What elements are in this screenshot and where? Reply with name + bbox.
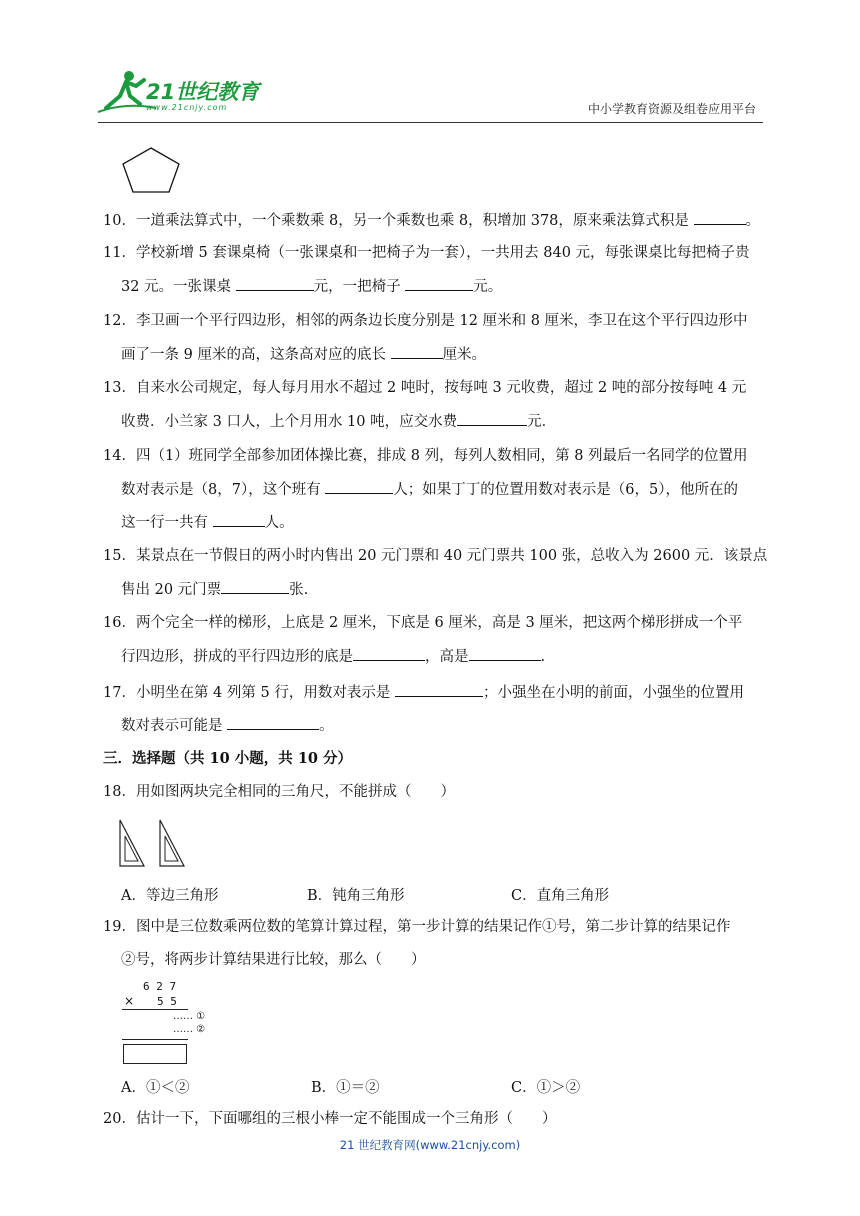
logo-text: 21世纪教育: [146, 80, 260, 104]
question-14-line-1: 14．四（1）班同学全部参加团体操比赛，排成 8 列，每列人数相同，第 8 列最后一名同学的位置用: [103, 448, 748, 464]
header-divider: [98, 122, 763, 123]
calc-line: [122, 1039, 188, 1040]
answer-blank[interactable]: [694, 210, 746, 225]
answer-blank[interactable]: [227, 715, 319, 730]
question-17-line-2: 数对表示可能是 。: [121, 715, 334, 736]
question-13-line-1: 13．自来水公司规定，每人每月用水不超过 2 吨时，按每吨 3 元收费，超过 2 吨的部分按每吨 4 元: [103, 380, 747, 396]
option-a[interactable]: A．等边三角形: [121, 888, 219, 904]
answer-blank[interactable]: [469, 646, 541, 661]
answer-blank[interactable]: [236, 276, 314, 291]
answer-blank[interactable]: [391, 344, 443, 359]
answer-blank[interactable]: [457, 411, 527, 426]
answer-blank[interactable]: [405, 276, 473, 291]
question-15-line-2: 售出 20 元门票 张.: [121, 579, 308, 600]
answer-blank[interactable]: [325, 479, 393, 494]
question-19-line-2: ②号，将两步计算结果进行比较，那么（ ）: [121, 952, 426, 968]
answer-blank[interactable]: [353, 646, 425, 661]
section-title: 三．选择题（共 10 小题，共 10 分）: [103, 750, 353, 767]
option-b[interactable]: B．①＝②: [311, 1080, 380, 1096]
multiplicand: 6 2 7: [143, 980, 177, 993]
pentagon-figure: [120, 146, 182, 194]
question-16-line-1: 16．两个完全一样的梯形，上底是 2 厘米，下底是 6 厘米，高是 3 厘米，把这两个梯形拼成一个平: [103, 615, 743, 631]
question-17-line-1: 17．小明坐在第 4 列第 5 行，用数对表示是 ；小强坐在小明的前面，小强坐的位置用: [103, 682, 744, 703]
step-2-label: …… ②: [173, 1024, 206, 1035]
answer-blank[interactable]: [221, 579, 289, 594]
multiplier: 5 5: [157, 995, 177, 1008]
question-19-line-1: 19．图中是三位数乘两位数的笔算计算过程，第一步计算的结果记作①号，第二步计算的结果记作: [103, 919, 731, 935]
option-a[interactable]: A．①＜②: [121, 1080, 190, 1096]
answer-blank[interactable]: [213, 512, 265, 527]
step-1-label: …… ①: [173, 1011, 206, 1022]
question-20: 20．估计一下，下面哪组的三根小棒一定不能围成一个三角形（ ）: [103, 1111, 557, 1127]
platform-name: 中小学教育资源及组卷应用平台: [587, 102, 756, 116]
question-12-line-1: 12．李卫画一个平行四边形，相邻的两条边长度分别是 12 厘米和 8 厘米，李卫在这个平行四边形中: [103, 313, 748, 329]
logo-url: www.21cnjy.com: [146, 103, 228, 112]
option-b[interactable]: B．钝角三角形: [307, 888, 405, 904]
option-c[interactable]: C．①＞②: [511, 1080, 581, 1096]
question-11-line-2: 32 元。一张课桌 元，一把椅子 元。: [121, 276, 502, 297]
option-c[interactable]: C．直角三角形: [511, 888, 610, 904]
question-15-line-1: 15．某景点在一节假日的两小时内售出 20 元门票和 40 元门票共 100 张，总收入为 2600 元．该景点: [103, 548, 768, 564]
question-13-line-2: 收费．小兰家 3 口人，上个月用水 10 吨，应交水费 元．: [121, 411, 556, 432]
calc-line: [122, 1009, 188, 1010]
question-12-line-2: 画了一条 9 厘米的高，这条高对应的底长 厘米。: [121, 344, 486, 365]
result-box: [123, 1044, 187, 1064]
question-14-line-3: 这一行一共有 人。: [121, 512, 294, 533]
question-11-line-1: 11．学校新增 5 套课桌椅（一张课桌和一把椅子为一套），一共用去 840 元，每张课桌比每把椅子贵: [103, 245, 750, 261]
triangle-rulers-figure: [116, 818, 192, 868]
question-14-line-2: 数对表示是（8，7），这个班有 人；如果丁丁的位置用数对表示是（6，5），他所在的: [121, 479, 738, 500]
answer-blank[interactable]: [395, 682, 483, 697]
question-10: 10．一道乘法算式中，一个乘数乘 8，另一个乘数也乘 8，积增加 378，原来乘法算式积是 。: [103, 210, 760, 231]
times-sign: ×: [124, 994, 135, 1008]
footer-link[interactable]: 21 世纪教育网(www.21cnjy.com): [339, 1138, 521, 1152]
question-16-line-2: 行四边形，拼成的平行四边形的底是 ，高是 .: [121, 646, 545, 667]
question-18: 18．用如图两块完全相同的三角尺，不能拼成（ ）: [103, 784, 455, 800]
